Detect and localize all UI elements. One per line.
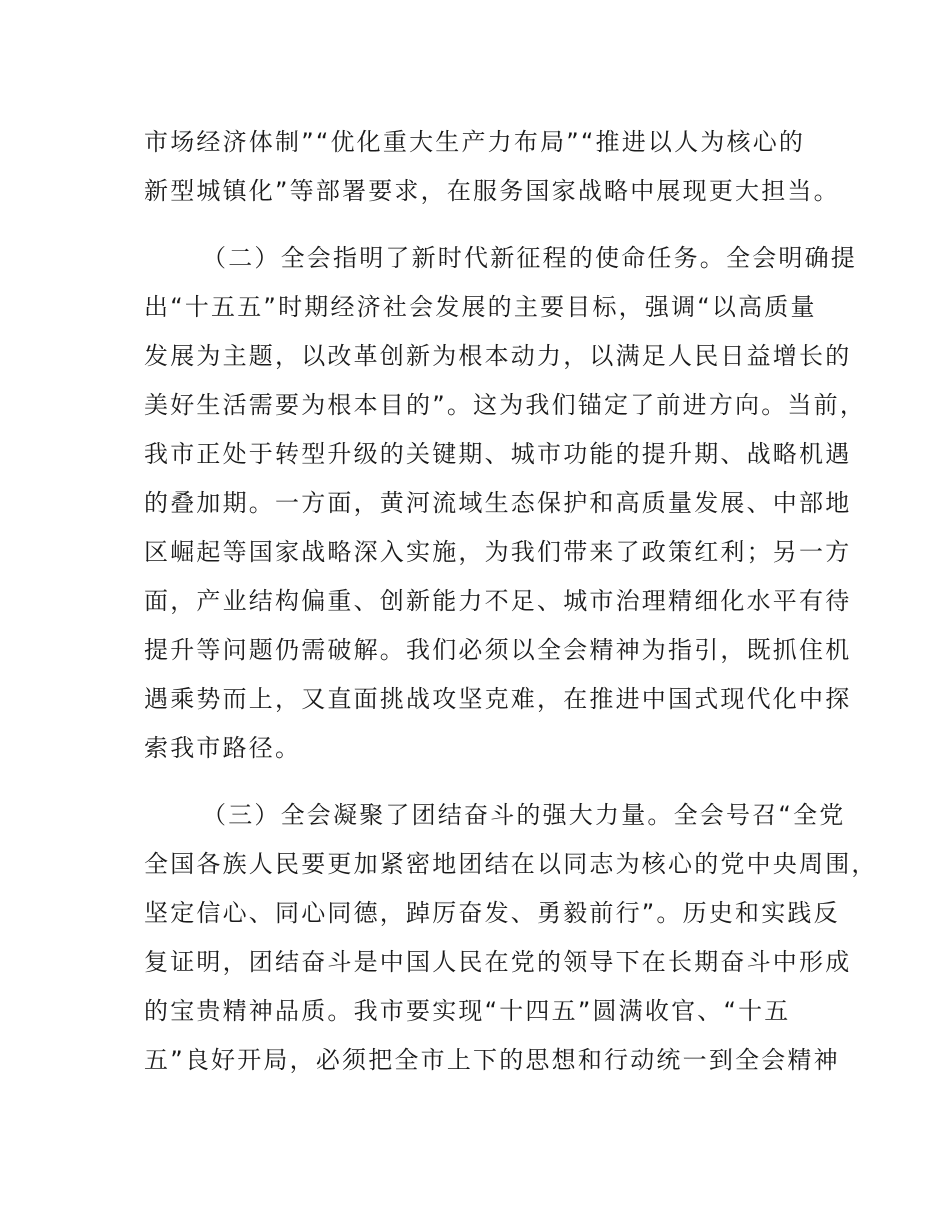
text-line: 提升等问题仍需破解。我们必须以全会精神为指引，既抓住机 xyxy=(144,636,852,664)
paragraph-heading-3: （三）全会凝聚了团结奋斗的强大力量。全会号召“全党 xyxy=(202,801,846,829)
text-line: 遇乘势而上，又直面挑战攻坚克难，在推进中国式现代化中探 xyxy=(144,685,852,713)
text-line: 区崛起等国家战略深入实施，为我们带来了政策红利；另一方 xyxy=(144,538,852,566)
text-line: 面，产业结构偏重、创新能力不足、城市治理精细化水平有待 xyxy=(144,587,852,615)
text-line: 发展为主题，以改革创新为根本动力，以满足人民日益增长的 xyxy=(144,342,852,370)
text-line: 坚定信心、同心同德，踔厉奋发、勇毅前行”。历史和实践反 xyxy=(144,899,840,927)
text-line: 我市正处于转型升级的关键期、城市功能的提升期、战略机遇 xyxy=(144,440,852,468)
text-line: 美好生活需要为根本目的”。这为我们锚定了前进方向。当前， xyxy=(144,391,867,419)
paragraph-heading-2: （二）全会指明了新时代新征程的使命任务。全会明确提 xyxy=(202,244,857,272)
text-line: 索我市路径。 xyxy=(144,734,302,762)
text-line: 出“十五五”时期经济社会发展的主要目标，强调“以高质量 xyxy=(144,293,817,321)
text-line: 五”良好开局，必须把全市上下的思想和行动统一到全会精神 xyxy=(144,1046,840,1074)
text-line: 新型城镇化”等部署要求，在服务国家战略中展现更大担当。 xyxy=(144,177,840,205)
text-line: 的叠加期。一方面，黄河流域生态保护和高质量发展、中部地 xyxy=(144,489,852,517)
text-line: 的宝贵精神品质。我市要实现“十四五”圆满收官、“十五 xyxy=(144,997,791,1025)
text-line: 复证明，团结奋斗是中国人民在党的领导下在长期奋斗中形成 xyxy=(144,948,852,976)
text-line: 全国各族人民要更加紧密地团结在以同志为核心的党中央周围， xyxy=(144,850,878,878)
text-line: 市场经济体制”“优化重大生产力布局”“推进以人为核心的 xyxy=(144,128,806,156)
